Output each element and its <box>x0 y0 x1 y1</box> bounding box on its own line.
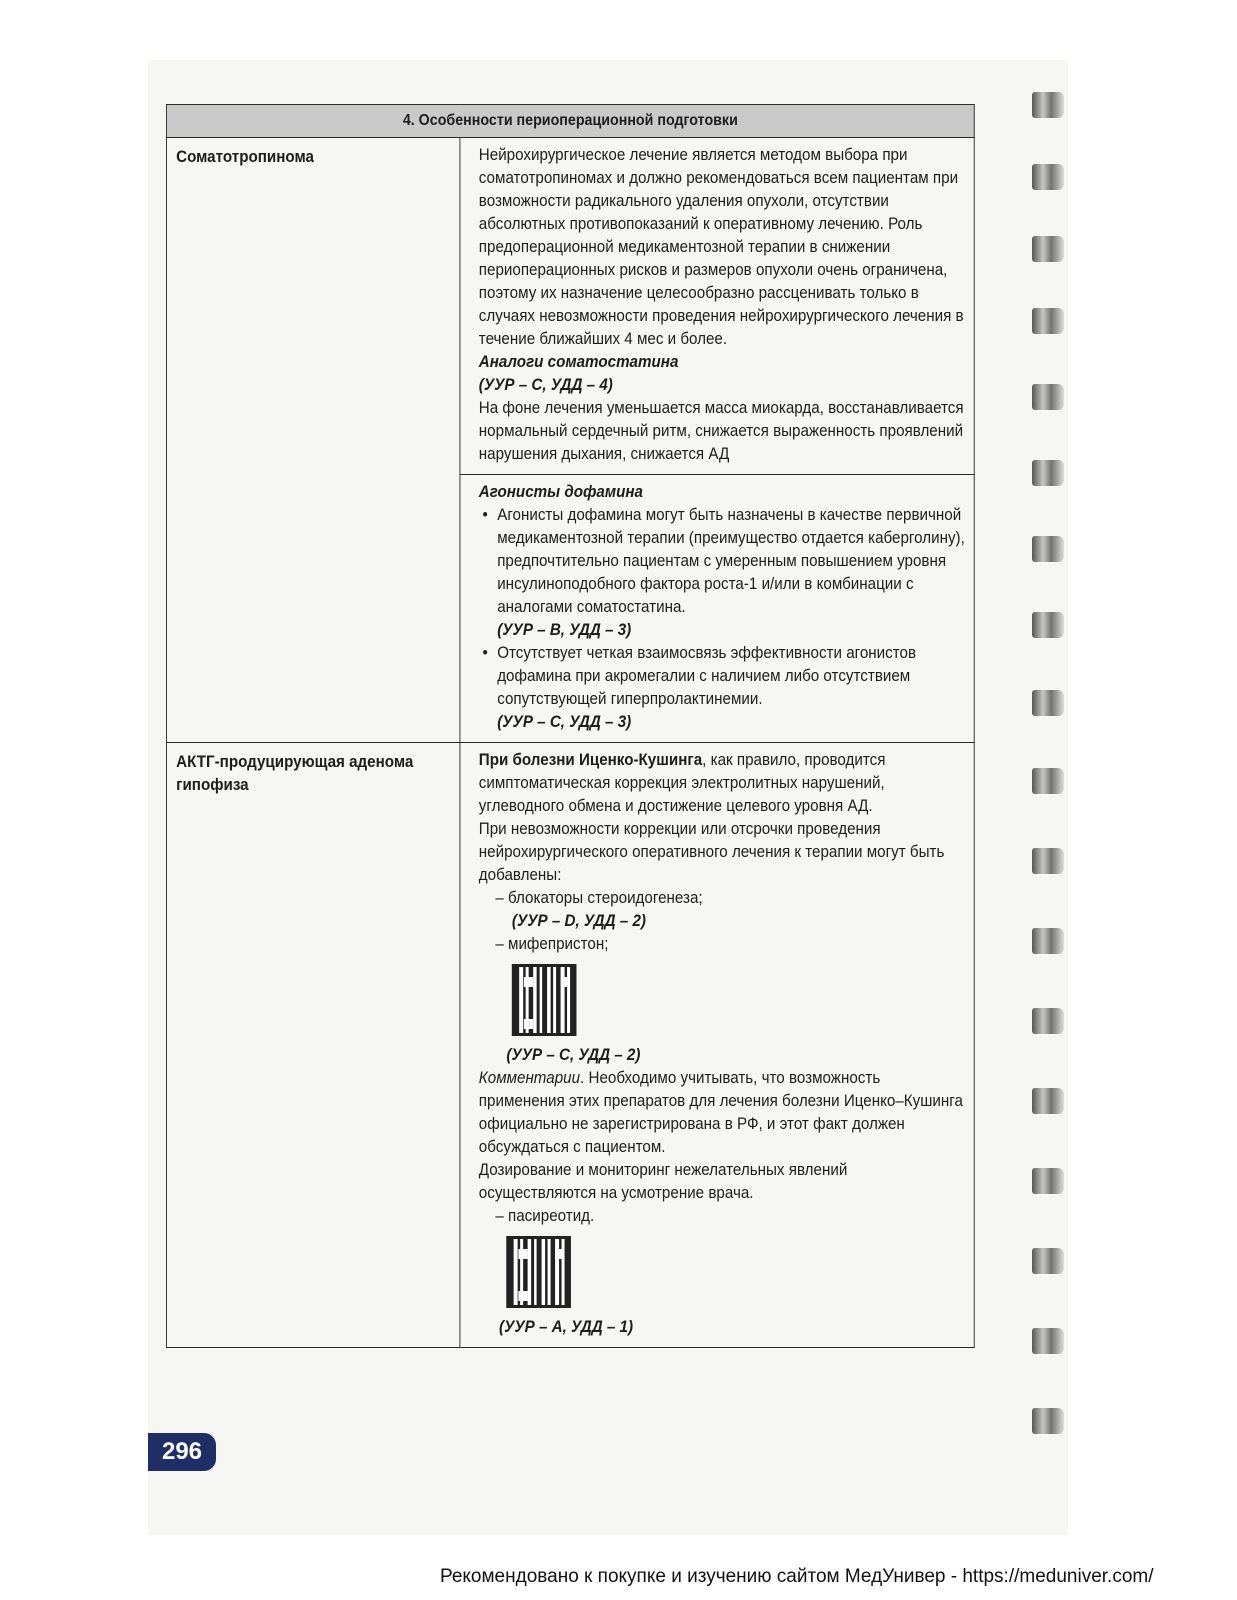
binding-ring <box>1032 1168 1064 1194</box>
binding-ring <box>1032 1088 1064 1114</box>
paragraph: При невозможности коррекции или отсрочки проведения нейрохирургического оперативного лечения к терапии могут быть добавлены: <box>478 820 945 884</box>
evidence-grade: (УУР – В, УДД – 3) <box>497 621 632 639</box>
binding-ring <box>1032 848 1064 874</box>
list-item: – пасиреотид. <box>495 1207 595 1225</box>
cell-somatotropinoma-surgery <box>460 138 974 475</box>
evidence-grade: (УУР – С, УДД – 2) <box>506 1046 641 1064</box>
spiral-binding <box>1032 92 1072 1492</box>
recommendations-table <box>166 104 975 1348</box>
list-item <box>497 642 966 734</box>
table-row <box>166 743 974 1348</box>
binding-ring <box>1032 536 1064 562</box>
evidence-grade: (УУР – С, УДД – 4) <box>478 376 613 394</box>
page-number: 296 <box>148 1433 216 1471</box>
comment-label: Комментарии <box>478 1069 581 1087</box>
bullet-list <box>479 504 967 734</box>
paragraph <box>479 749 967 818</box>
paragraph: Нейрохирургическое лечение является методом выбора при соматотропиномах и должно рекомендоваться всем пациентам при возможности радикального удаления опухоли, отсутствии абсолютных противопоказаний к оперативному лечению. Роль предоперационной медикаментозной терапии в снижении периоперационных рисков и размеров опухоли очень ограничена, поэтому их назначение целесообразно рассценивать только в случаях невозможности проведения нейрохирургического лечения в течение ближайших 4 мес и более. <box>478 146 964 348</box>
binding-ring <box>1032 768 1064 794</box>
list-item <box>497 504 966 642</box>
binding-ring <box>1032 612 1064 638</box>
cell-acth-adenoma <box>460 743 974 1348</box>
footer-text: Рекомендовано к покупке и изучению сайтом МедУнивер - https://meduniver.com/ <box>440 1566 1154 1587</box>
subheading-dopamine: Агонисты дофамина <box>478 483 643 501</box>
evidence-grade: (УУР – С, УДД – 3) <box>497 713 632 731</box>
table-row <box>166 138 974 475</box>
subheading-analogs: Аналоги соматостатина <box>478 353 679 371</box>
binding-ring <box>1032 164 1064 190</box>
qr-code-icon[interactable] <box>512 964 576 1036</box>
list-item: – блокаторы стероидогенеза; <box>495 889 703 907</box>
binding-ring <box>1032 1248 1064 1274</box>
binding-ring <box>1032 236 1064 262</box>
comment-text: . Необходимо учитывать, что возможность применения этих препаратов для лечения болезни Иценко–Кушинга официально не зарегистрирована в РФ, и этот факт должен обсуждаться с пациентом. <box>478 1069 963 1156</box>
qr-code-icon[interactable] <box>506 1236 570 1308</box>
list-item: – мифепристон; <box>495 935 609 953</box>
binding-ring <box>1032 92 1064 118</box>
evidence-grade: (УУР – А, УДД – 1) <box>499 1318 634 1336</box>
binding-ring <box>1032 690 1064 716</box>
paragraph <box>479 1067 967 1159</box>
row-label-somatotropinoma: Соматотропинома <box>166 138 459 743</box>
section-header: 4. Особенности периоперационной подготовки <box>166 105 974 138</box>
paragraph-text: , как правило, проводится симптоматическая коррекция электролитных нарушений, углеводного обмена и достижение целевого уровня АД. <box>478 751 886 815</box>
binding-ring <box>1032 928 1064 954</box>
evidence-grade: (УУР – D, УДД – 2) <box>511 912 646 930</box>
list-item-text: Агонисты дофамина могут быть назначены в качестве первичной медикаментозной терапии (преимущество отдается каберголину), предпочтительно пациентам с умеренным повышением уровня инсулиноподобного фактора роста-1 и/или в комбинации с аналогами соматостатина. <box>497 506 965 616</box>
list-item-text: Отсутствует четкая взаимосвязь эффективности агонистов дофамина при акромегалии с наличием либо отсутствием сопутствующей гиперпролактинемии. <box>497 644 917 708</box>
paragraph: Дозирование и мониторинг нежелательных явлений осуществляются на усмотрение врача. <box>478 1161 848 1202</box>
paragraph: На фоне лечения уменьшается масса миокарда, восстанавливается нормальный сердечный ритм, снижается выраженность проявлений нарушения дыхания, снижается АД <box>478 399 964 463</box>
binding-ring <box>1032 308 1064 334</box>
row-label-acth-adenoma: АКТГ-продуцирующая аденома гипофиза <box>166 743 459 1348</box>
binding-ring <box>1032 460 1064 486</box>
bold-term: При болезни Иценко-Кушинга <box>478 751 703 769</box>
cell-dopamine-agonists <box>460 475 974 743</box>
binding-ring <box>1032 384 1064 410</box>
binding-ring <box>1032 1328 1064 1354</box>
binding-ring <box>1032 1008 1064 1034</box>
binding-ring <box>1032 1408 1064 1434</box>
